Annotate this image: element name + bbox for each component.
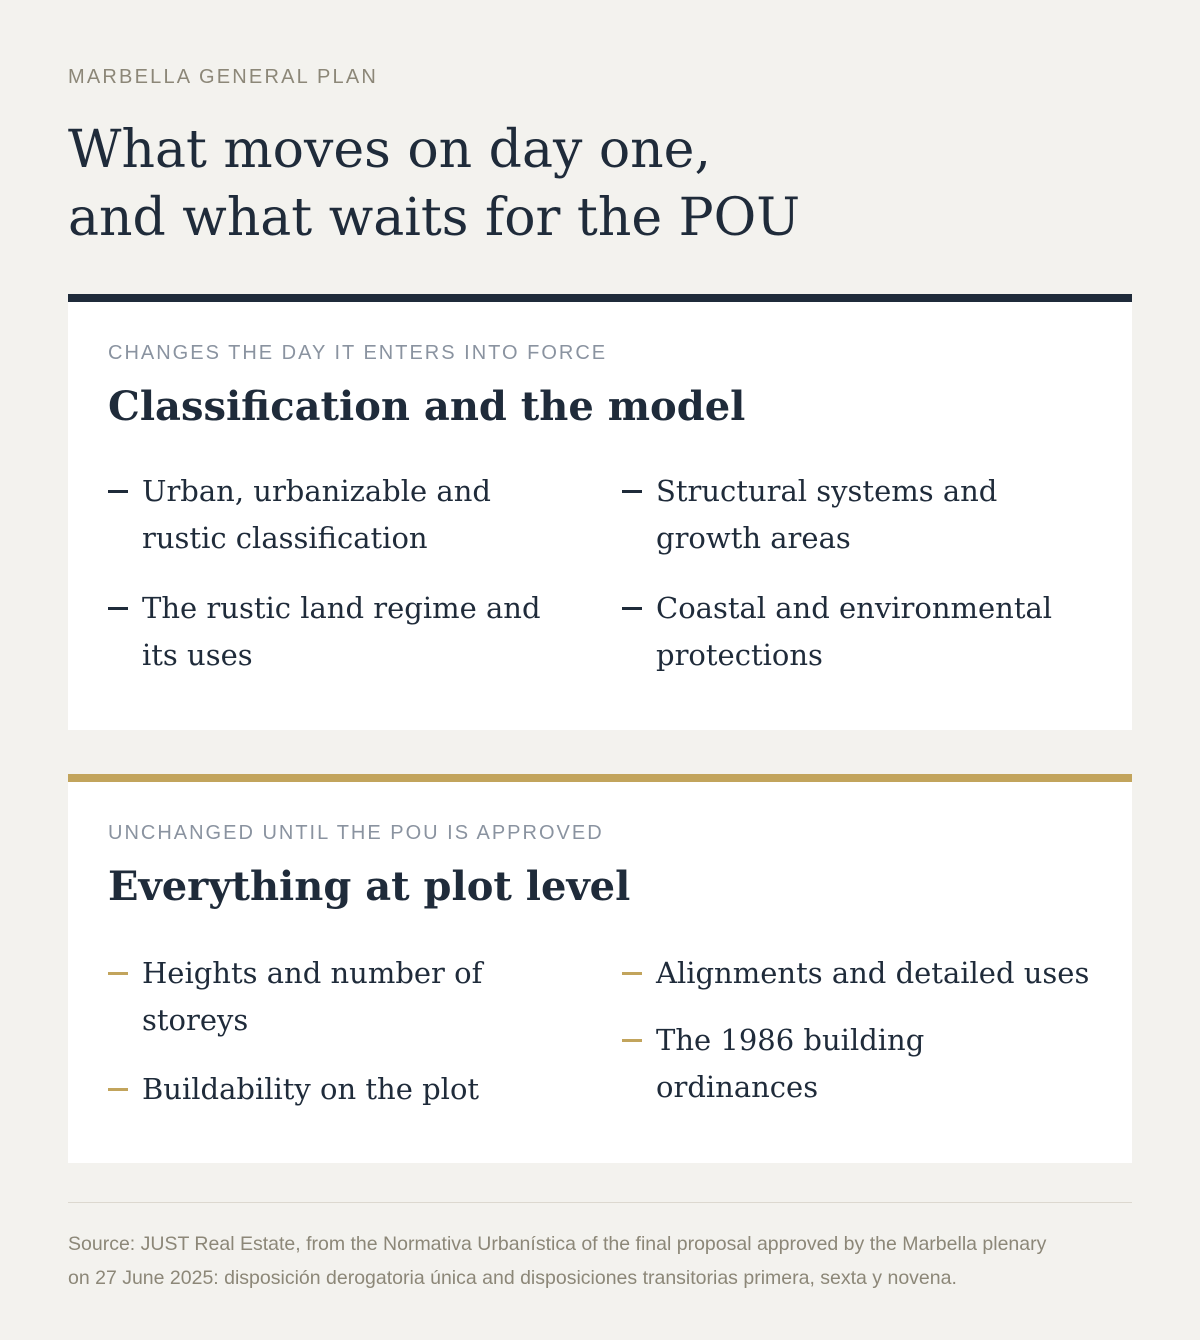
list-item	[622, 950, 1090, 997]
card-kicker: CHANGES THE DAY IT ENTERS INTO FORCE	[108, 342, 608, 364]
list-item-text: Buildability on the plot	[142, 1072, 480, 1106]
dash-bullet-icon	[622, 1039, 642, 1042]
list-item	[622, 585, 1062, 679]
infographic	[68, 0, 1132, 1340]
page-title	[68, 116, 1068, 252]
dash-bullet-icon	[108, 490, 128, 493]
dash-bullet-icon	[108, 972, 128, 975]
dash-bullet-icon	[622, 607, 642, 610]
list-item-text: Structural systems and growth areas	[656, 474, 998, 555]
card-kicker: UNCHANGED UNTIL THE POU IS APPROVED	[108, 822, 604, 844]
card-changes-day-one	[68, 294, 1132, 730]
card-unchanged-until-pou	[68, 774, 1132, 1163]
dash-bullet-icon	[622, 490, 642, 493]
page-title-line-2: and what waits for the POU	[68, 188, 801, 248]
header-kicker: MARBELLA GENERAL PLAN	[68, 66, 379, 88]
card-title: Everything at plot level	[108, 863, 631, 910]
source-note-line-1: Source: JUST Real Estate, from the Normativa Urbanística of the final proposal approved by the Marbella plenary	[68, 1233, 1047, 1255]
list-item	[108, 468, 548, 562]
dash-bullet-icon	[108, 1088, 128, 1091]
page-title-line-1: What moves on day one,	[68, 120, 711, 180]
list-item	[108, 1066, 548, 1113]
list-item	[108, 950, 548, 1044]
list-item-text: Heights and number of storeys	[142, 956, 483, 1037]
list-item	[622, 468, 1062, 562]
list-item	[108, 585, 548, 679]
list-item-text: The rustic land regime and its uses	[142, 591, 541, 672]
list-item-text: Urban, urbanizable and rustic classification	[142, 474, 491, 555]
dash-bullet-icon	[108, 607, 128, 610]
list-item	[622, 1017, 1062, 1111]
list-item-text: Coastal and environmental protections	[656, 591, 1053, 672]
source-note-line-2: on 27 June 2025: disposición derogatoria única and disposiciones transitorias primera, sexta y novena.	[68, 1267, 957, 1289]
card-title: Classification and the model	[108, 383, 746, 430]
footer-divider	[68, 1202, 1132, 1203]
dash-bullet-icon	[622, 972, 642, 975]
list-item-text: The 1986 building ordinances	[656, 1023, 925, 1104]
list-item-text: Alignments and detailed uses	[656, 956, 1090, 990]
source-note	[68, 1227, 1132, 1295]
